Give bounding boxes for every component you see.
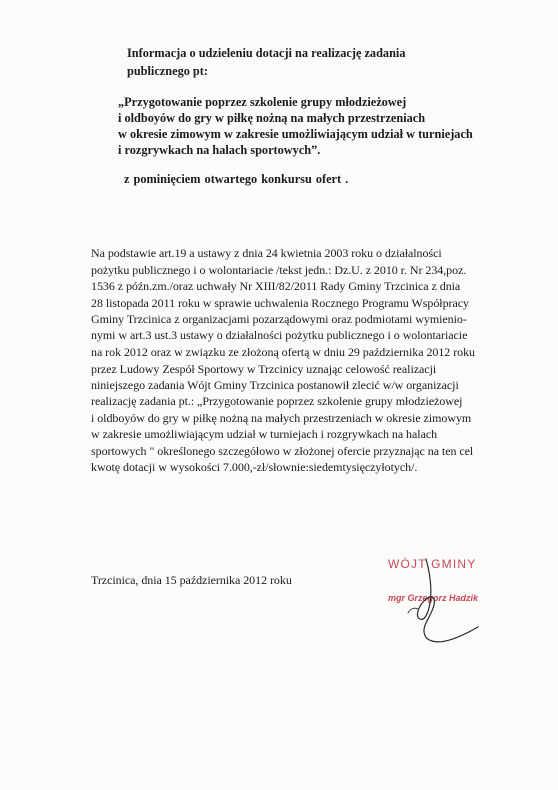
stamp-title: WÓJT GMINY — [388, 557, 477, 571]
body-line-10: realizację zadania pt.: „Przygotowanie poprzez szkolenie grupy młodzieżowej — [91, 394, 463, 408]
body-line-2: pożytku publicznego i o wolontariacie /tekst jedn.: Dz.U. z 2010 r. Nr 234,poz. — [91, 263, 467, 277]
body-line-6: nymi w art.3 ust.3 ustawy o działalności pożytku publicznego i o wolontariacie — [91, 328, 468, 342]
date-place: Trzcinica, dnia 15 października 2012 roku — [91, 573, 292, 587]
task-title-line-2: i oldboyów do gry w piłkę nożną na małych przestrzeniach — [118, 111, 426, 125]
note-no-open-contest: z pominięciem otwartego konkursu ofert . — [124, 172, 349, 186]
body-line-13: sportowych " określonego szczegółowo w złożonej ofercie przyznając na ten cel — [91, 444, 474, 458]
body-line-12: w zakresie umożliwiającym udział w turniejach i rozgrywkach na halach — [91, 427, 438, 441]
body-line-9: niniejszego zadania Wójt Gminy Trzcinica postanowił zlecić w/w organizacji — [91, 378, 459, 392]
body-line-14: kwotę dotacji w wysokości 7.000,-zł/słownie:siedemtysięczyłotych/. — [91, 460, 418, 474]
header-line-2: publicznego pt: — [127, 64, 208, 78]
body-line-11: i oldboyów do gry w piłkę nożną na małych przestrzeniach w okresie zimowym — [91, 411, 472, 425]
body-line-5: Gminy Trzcinica z organizacjami pozarządowymi oraz podmiotami wymienio- — [91, 312, 467, 326]
task-title-line-3: w okresie zimowym w zakresie umożliwiającym udział w turniejach — [118, 127, 473, 141]
official-stamp — [368, 555, 548, 665]
header-line-1: Informacja o udzieleniu dotacji na realizację zadania — [127, 46, 406, 60]
body-line-8: przez Ludowy Zespół Sportowy w Trzcinicy uznając celowość realizacji — [91, 362, 437, 376]
body-line-3: 1536 z późn.zm./oraz uchwały Nr XIII/82/2011 Rady Gminy Trzcinica z dnia — [91, 279, 461, 293]
task-title-line-4: i rozgrywkach na halach sportowych”. — [118, 143, 321, 157]
signature-icon — [368, 555, 548, 665]
body-line-1: Na podstawie art.19 a ustawy z dnia 24 kwietnia 2003 roku o działalności — [91, 246, 442, 260]
body-line-7: na rok 2012 oraz w związku ze złożoną ofertą w dniu 29 października 2012 roku — [91, 345, 476, 359]
body-line-4: 28 listopada 2011 roku w sprawie uchwalenia Rocznego Programu Współpracy — [91, 296, 469, 310]
stamp-name: mgr Grzegorz Hadzik — [388, 593, 479, 603]
task-title-line-1: „Przygotowanie poprzez szkolenie grupy młodzieżowej — [118, 95, 407, 109]
